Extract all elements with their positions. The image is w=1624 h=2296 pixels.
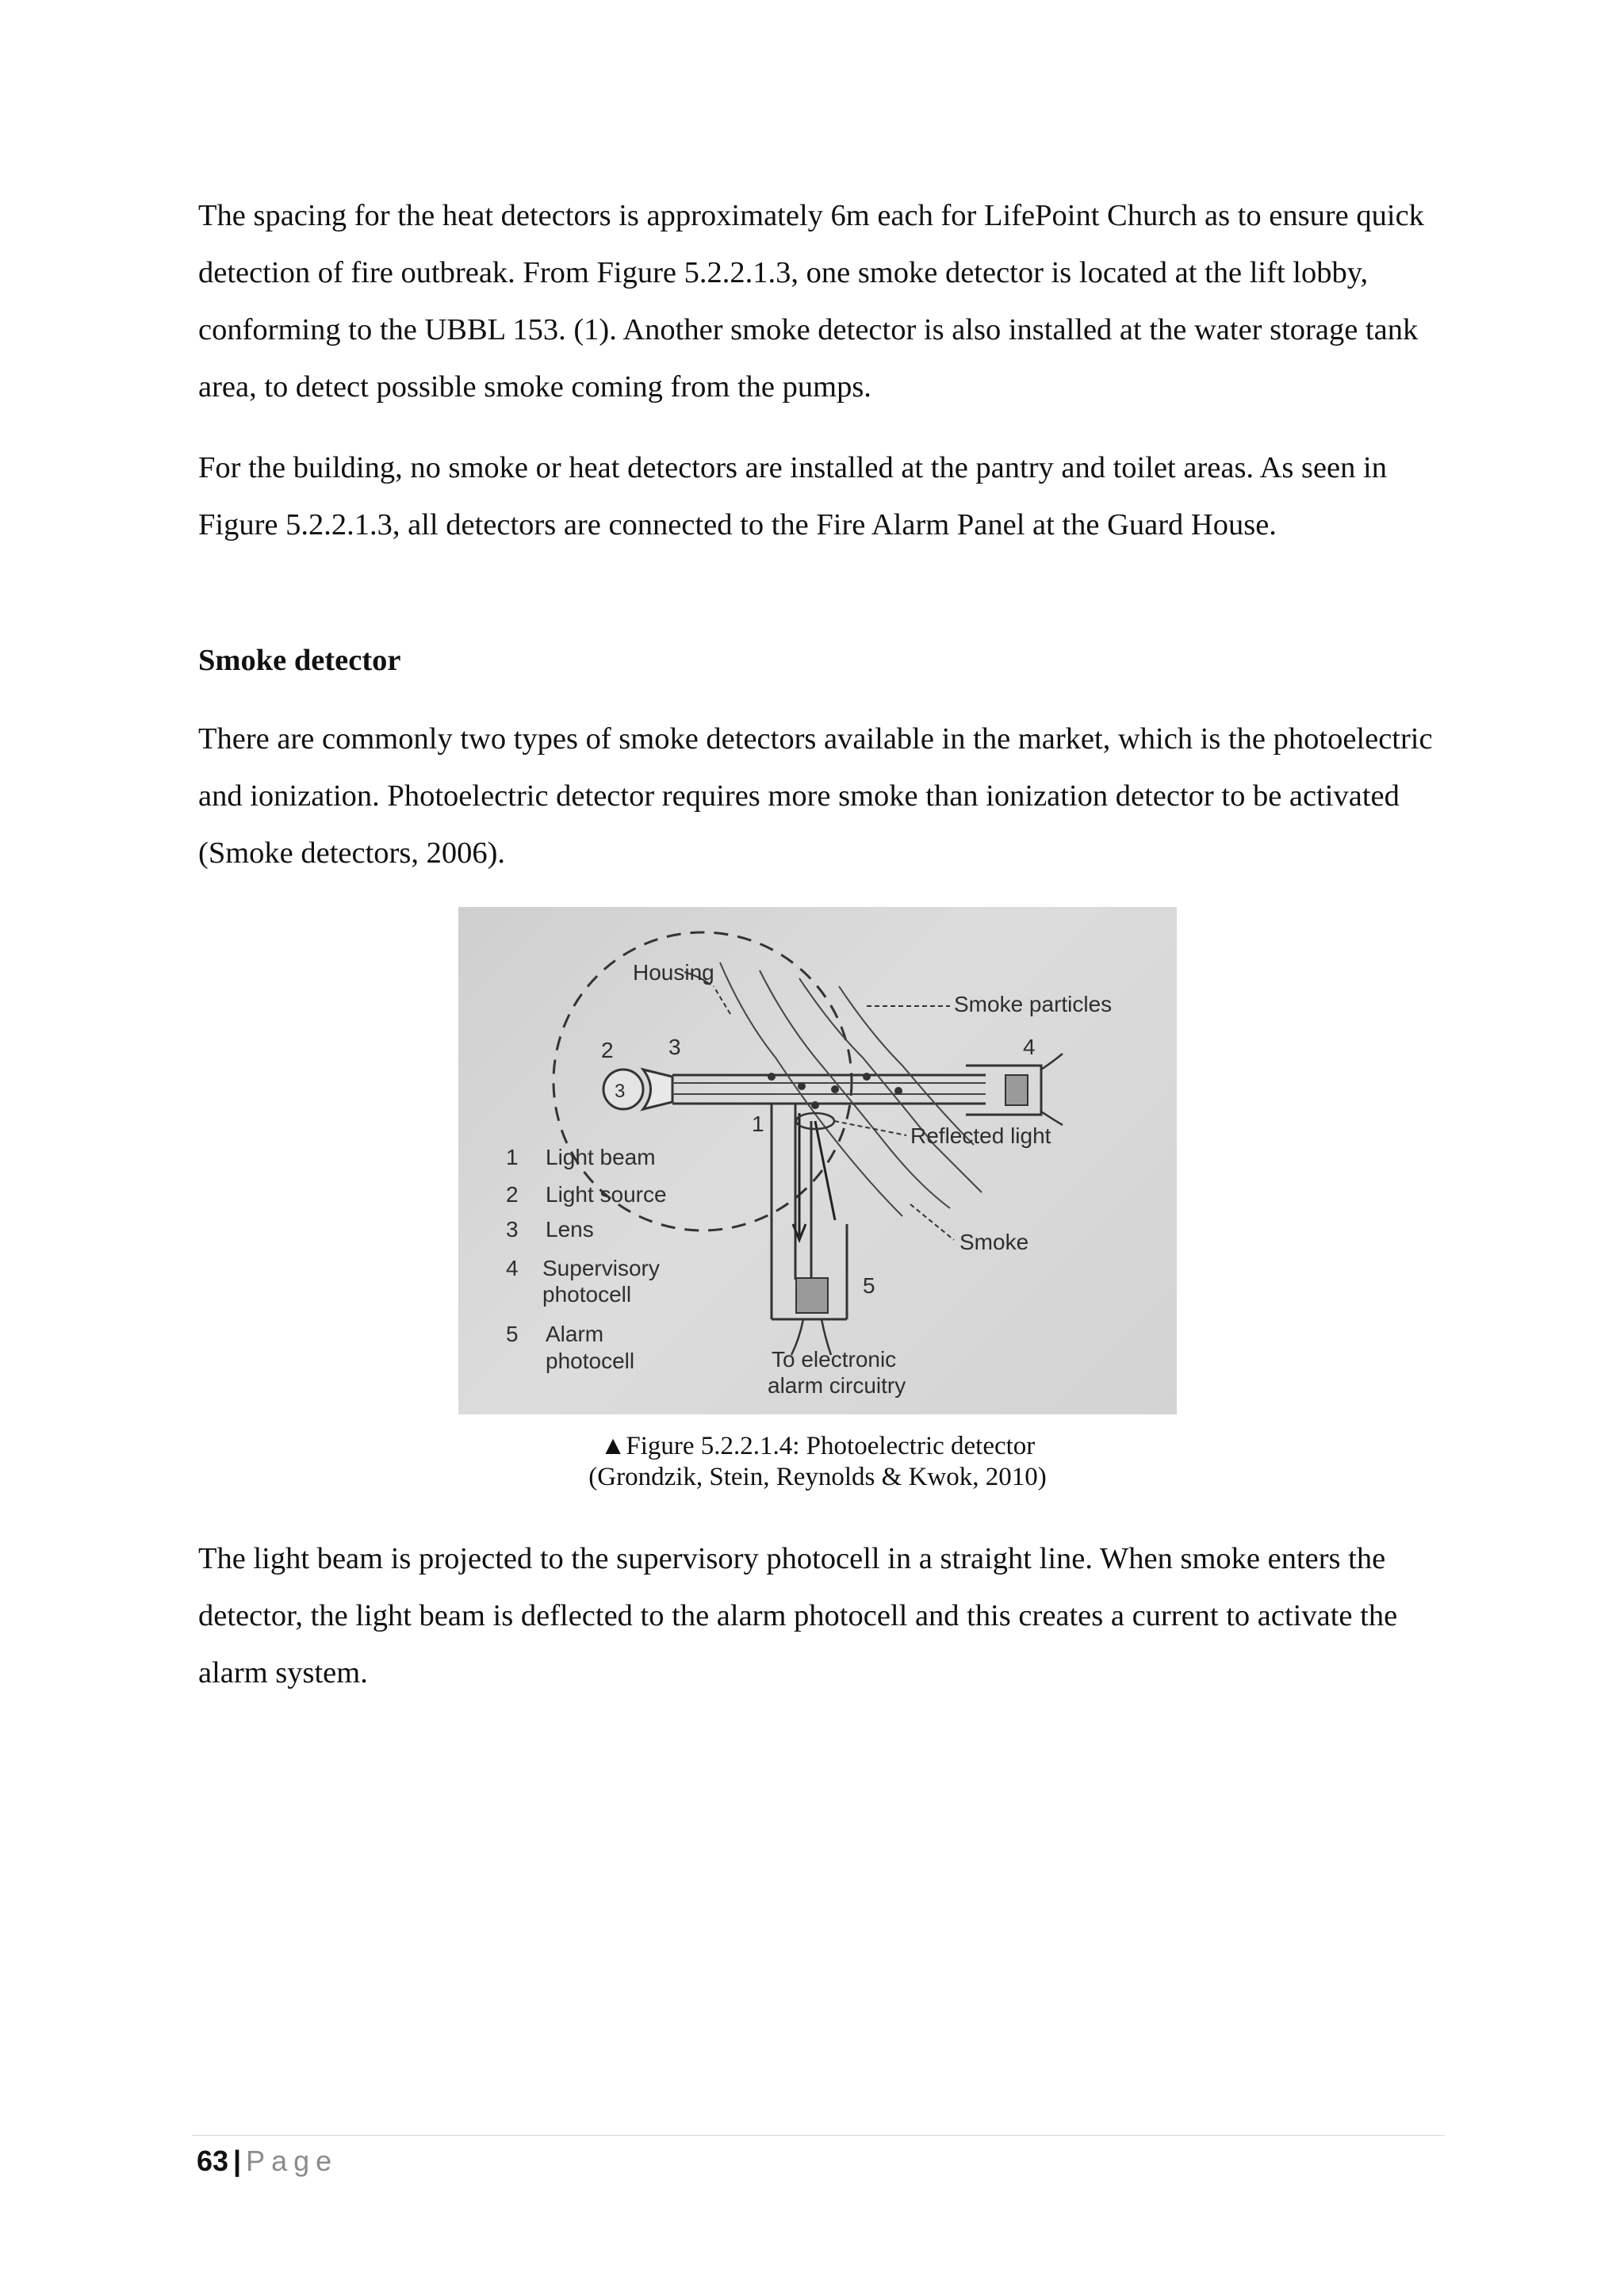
paragraph-heat-detector-spacing: The spacing for the heat detectors is approximately 6m each for LifePoint Church as to ensure quick detection of fire outbreak. From Figure 5.2.2.1.3, one smoke detector is located at the lift lobby, conforming to the UBBL 153. (1). Another smoke detector is also installed at the water storage tank area, to detect possible smoke coming from the pumps.: [198, 199, 1424, 404]
smoke-particle: [894, 1087, 902, 1095]
footer-separator: |: [233, 2145, 242, 2177]
smoke-particle: [798, 1082, 806, 1090]
legend-text: photocell: [542, 1282, 632, 1307]
legend-num: 1: [506, 1145, 519, 1169]
paragraph-smoke-detector-types: There are commonly two types of smoke detectors available in the market, which is the photoelectric and ionization. Photoelectric detector requires more smoke than ionization detector to be activated (Smoke detectors, 2006).: [198, 722, 1433, 870]
page-label: Page: [246, 2145, 339, 2177]
smoke-leader: [910, 1204, 954, 1240]
smoke-particle: [863, 1073, 871, 1081]
figure-caption-source: (Grondzik, Stein, Reynolds & Kwok, 2010): [588, 1463, 1047, 1491]
label-smoke-particles: Smoke particles: [954, 992, 1113, 1016]
legend-text: Supervisory: [542, 1256, 660, 1280]
label-reflected-light: Reflected light: [910, 1123, 1051, 1148]
legend-num: 3: [506, 1217, 519, 1242]
lens-shape: [643, 1070, 672, 1109]
photoelectric-detector-diagram: [458, 907, 1177, 1414]
alarm-photocell: [796, 1278, 828, 1313]
footer-divider: [192, 2135, 1445, 2136]
legend-text: Lens: [546, 1217, 594, 1242]
legend-text: Alarm: [546, 1322, 604, 1346]
figure-caption-title: ▲Figure 5.2.2.1.4: Photoelectric detector: [599, 1432, 1036, 1460]
label-smoke: Smoke: [959, 1230, 1029, 1254]
paragraph-light-beam-explanation: The light beam is projected to the supervisory photocell in a straight line. When smoke enters the detector, the light beam is deflected to the alarm photocell and this creates a current to activate the alarm system.: [198, 1542, 1398, 1689]
label-num-3: 3: [668, 1035, 681, 1059]
smoke-wave: [760, 970, 950, 1208]
paragraph-no-detectors-areas: For the building, no smoke or heat detectors are installed at the pantry and toilet areas. As seen in Figure 5.2.2.1.3, all detectors are connected to the Fire Alarm Panel at the Guard House.: [198, 451, 1387, 541]
page-footer: [197, 2142, 338, 2180]
smoke-particle: [831, 1085, 839, 1093]
figure-legend: [506, 1145, 667, 1373]
section-heading-smoke-detector: Smoke detector: [198, 644, 401, 677]
label-alarm-circuitry: alarm circuitry: [768, 1373, 906, 1398]
bulb-glyph: 3: [615, 1081, 626, 1102]
label-num-4: 4: [1023, 1035, 1036, 1059]
smoke-particle: [768, 1073, 776, 1081]
photoelectric-detector-figure: [458, 907, 1177, 1414]
legend-text: Light source: [546, 1182, 667, 1207]
label-num-5: 5: [863, 1273, 875, 1298]
label-num-1: 1: [752, 1112, 764, 1136]
legend-text: photocell: [546, 1349, 635, 1373]
supervisory-housing: [966, 1066, 1041, 1115]
reflected-leader: [834, 1121, 906, 1135]
label-num-2: 2: [601, 1038, 614, 1062]
page-number: 63: [197, 2145, 229, 2177]
legend-num: 5: [506, 1322, 519, 1346]
legend-num: 4: [506, 1256, 519, 1280]
label-to-electronic: To electronic: [772, 1347, 897, 1372]
legend-text: Light beam: [546, 1145, 656, 1169]
supervisory-photocell: [1005, 1075, 1028, 1105]
housing-leader-2: [714, 986, 730, 1014]
smoke-particle: [811, 1101, 819, 1109]
supervisory-wires: [1041, 1054, 1063, 1125]
legend-num: 2: [506, 1182, 519, 1207]
label-housing: Housing: [633, 960, 714, 985]
